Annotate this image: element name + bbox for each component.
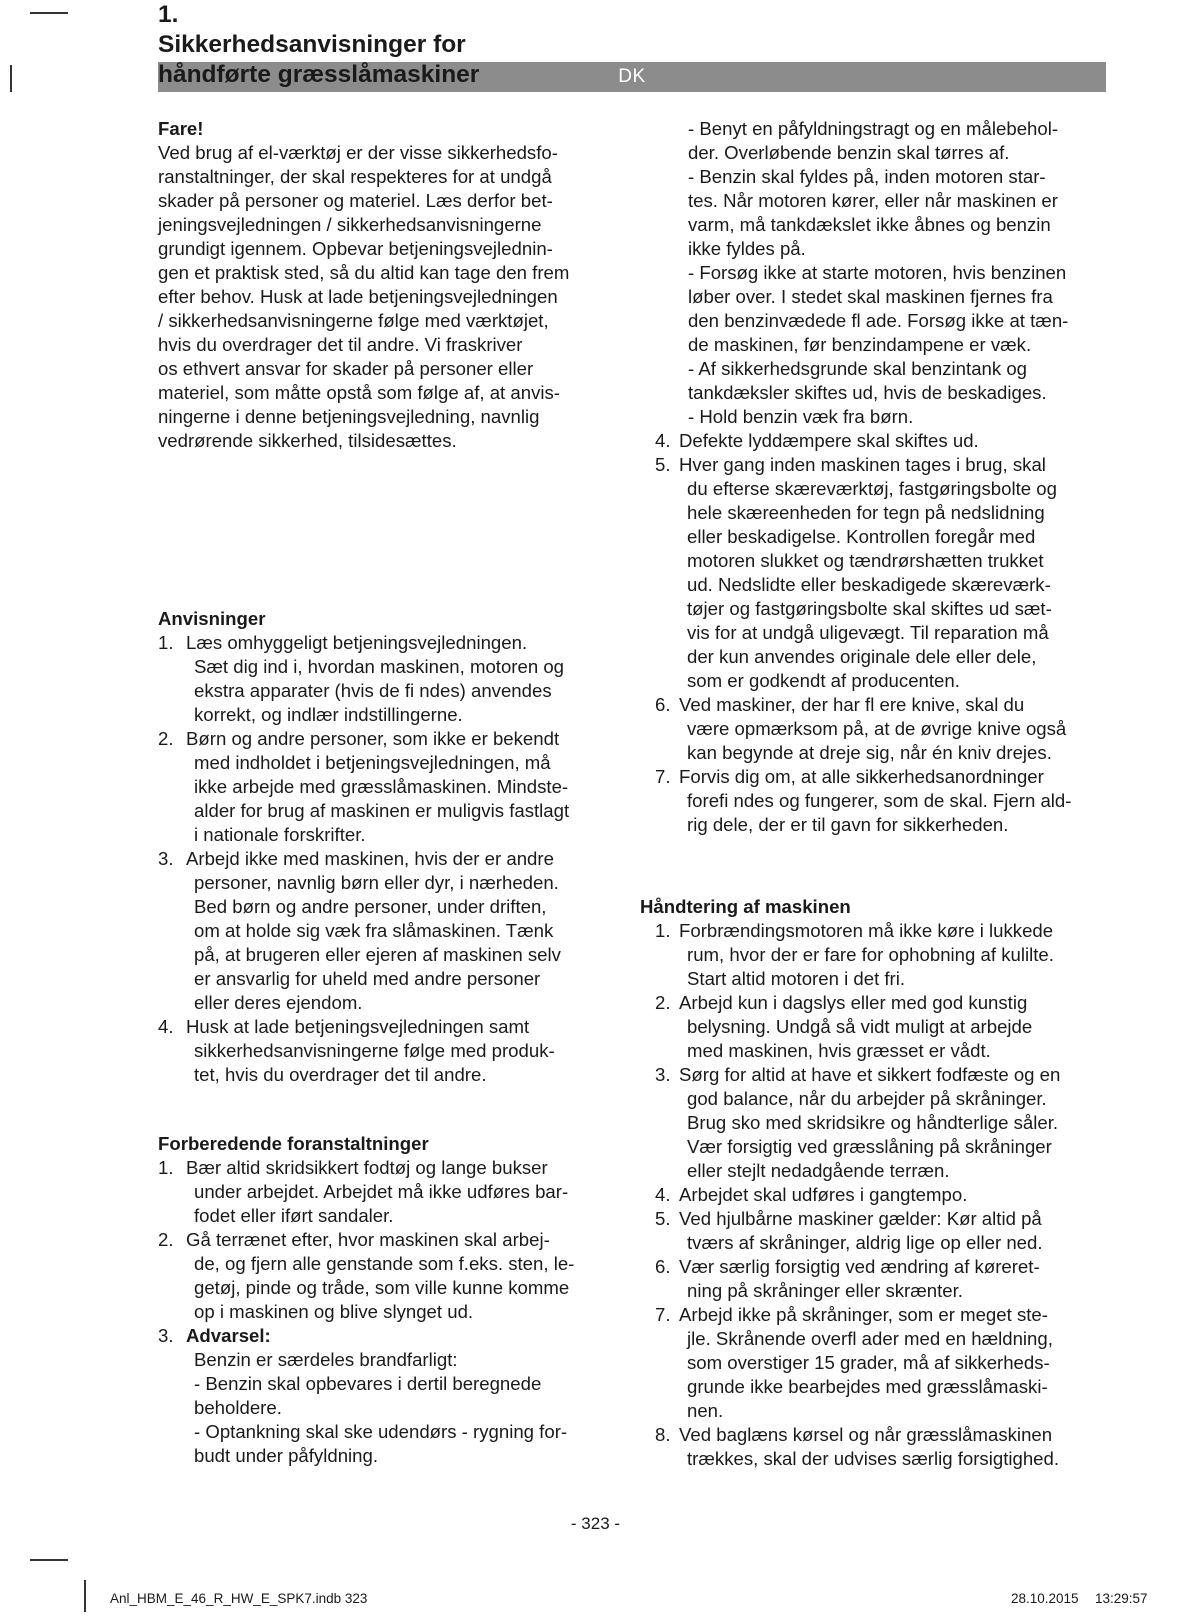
- handtering-heading: Håndtering af maskinen: [640, 896, 851, 917]
- list-item-line: Arbejd kun i dagslys eller med god kunstig: [679, 992, 1028, 1013]
- list-item-number: 1.: [158, 1157, 174, 1178]
- list-item-number: 7.: [655, 766, 671, 787]
- list-item-line: motoren slukket og tændrørshætten trukket: [687, 550, 1044, 571]
- list-item-line: i nationale forskrifter.: [194, 824, 366, 845]
- continued-line: der. Overløbende benzin skal tørres af.: [688, 142, 1010, 163]
- footer-filename: Anl_HBM_E_46_R_HW_E_SPK7.indb 323: [110, 1591, 368, 1606]
- list-item-line: Ved hjulbårne maskiner gælder: Kør altid på: [679, 1208, 1042, 1229]
- list-item-line: - Benzin skal opbevares i dertil beregnede: [194, 1373, 542, 1394]
- list-item-line: ud. Nedslidte eller beskadigede skæreværk-: [687, 574, 1051, 595]
- list-item-line: forefi ndes og fungerer, som de skal. Fjern ald-: [687, 790, 1072, 811]
- list-item-line: Børn og andre personer, som ikke er bekendt: [186, 728, 560, 749]
- list-item-line: under arbejdet. Arbejdet må ikke udføres bar-: [194, 1181, 569, 1202]
- forberedende-heading: Forberedende foranstaltninger: [158, 1133, 429, 1154]
- list-item-line: på, at brugeren eller ejeren af maskinen selv: [194, 944, 561, 965]
- list-item-number: 2.: [655, 992, 671, 1013]
- list-item-line: Vær særlig forsigtig ved ændring af køreret-: [679, 1256, 1040, 1277]
- list-item-line: ning på skråninger eller skrænter.: [687, 1280, 963, 1301]
- list-item-line: fodet eller iført sandaler.: [194, 1205, 394, 1226]
- list-item-number: 3.: [158, 848, 174, 869]
- list-item-number: 7.: [655, 1304, 671, 1325]
- list-item-line: jle. Skrånende overfl ader med en hældning,: [687, 1328, 1053, 1349]
- list-item-line: belysning. Undgå så vidt muligt at arbejde: [687, 1016, 1033, 1037]
- list-item-line: ikke arbejde med græsslåmaskinen. Mindste-: [194, 776, 569, 797]
- fare-text-line: hvis du overdrager det til andre. Vi fraskriver: [158, 334, 523, 355]
- list-item-line: om at holde sig væk fra slåmaskinen. Tænk: [194, 920, 554, 941]
- fare-text-line: Ved brug af el-værktøj er der visse sikkerhedsfo-: [158, 142, 558, 163]
- section-title-line1: Sikkerhedsanvisninger for: [158, 31, 466, 58]
- list-item-line: nen.: [687, 1400, 724, 1421]
- fare-text-line: materiel, som måtte opstå som følge af, at anvis-: [158, 382, 560, 403]
- list-item-line: op i maskinen og blive slynget ud.: [194, 1301, 474, 1322]
- list-item-line: Arbejd ikke på skråninger, som er meget ste-: [679, 1304, 1048, 1325]
- list-item-line: som overstiger 15 grader, må af sikkerheds-: [687, 1352, 1050, 1373]
- left-column: [158, 0, 618, 1466]
- continued-line: ikke fyldes på.: [688, 238, 806, 259]
- list-item-line: som er godkendt af producenten.: [687, 670, 960, 691]
- section-title-line2: håndførte græsslåmaskiner: [158, 61, 480, 88]
- list-item-line: Defekte lyddæmpere skal skiftes ud.: [679, 430, 979, 451]
- fare-text-line: grundigt igennem. Opbevar betjeningsvejlednin-: [158, 238, 553, 259]
- list-item-line: med maskinen, hvis græsset er vådt.: [687, 1040, 991, 1061]
- list-item-line: du efterse skæreværktøj, fastgøringsbolte og: [687, 478, 1057, 499]
- list-item-line: Husk at lade betjeningsvejledningen samt: [186, 1016, 530, 1037]
- list-item-line: god balance, når du arbejder på skråninger.: [687, 1088, 1047, 1109]
- list-item-line: alder for brug af maskinen er muligvis fastlagt: [194, 800, 570, 821]
- list-item-line: hele skæreenheden for tegn på nedslidning: [687, 502, 1045, 523]
- fare-text-line: vedrørende sikkerhed, tilsidesættes.: [158, 430, 457, 451]
- list-item-line: personer, navnlig børn eller dyr, i nærheden.: [194, 872, 559, 893]
- list-item-line: eller deres ejendom.: [194, 992, 363, 1013]
- continued-line: - Hold benzin væk fra børn.: [688, 406, 914, 427]
- list-item-line: ekstra apparater (hvis de fi ndes) anvendes: [194, 680, 552, 701]
- list-item-line: Forbrændingsmotoren må ikke køre i lukkede: [679, 920, 1054, 941]
- list-item-line: der kun anvendes originale dele eller dele,: [687, 646, 1037, 667]
- fare-text-line: jeningsvejledningen / sikkerhedsanvisningerne: [158, 214, 542, 235]
- list-item-number: 5.: [655, 1208, 671, 1229]
- list-item-line: vis for at undgå uligevægt. Til reparation må: [687, 622, 1049, 643]
- list-item-number: 4.: [655, 1184, 671, 1205]
- list-item-line: korrekt, og indlær indstillingerne.: [194, 704, 463, 725]
- list-item-line: rum, hvor der er fare for ophobning af kulilte.: [687, 944, 1054, 965]
- section-number: 1.: [158, 1, 179, 28]
- crop-mark-bottom-left: [30, 1559, 68, 1561]
- list-item-line: kan begynde at dreje sig, når én kniv drejes.: [687, 742, 1052, 763]
- fare-text-line: ningerne i denne betjeningsvejledning, navnlig: [158, 406, 540, 427]
- continued-line: den benzinvædede fl ade. Forsøg ikke at tæn-: [688, 310, 1069, 331]
- list-item-number: 4.: [158, 1016, 174, 1037]
- continued-line: - Forsøg ikke at starte motoren, hvis benzinen: [688, 262, 1067, 283]
- list-item-line: - Optankning skal ske udendørs - rygning for-: [194, 1421, 568, 1442]
- list-item-line: Start altid motoren i det fri.: [687, 968, 906, 989]
- list-item-number: 8.: [655, 1424, 671, 1445]
- list-item-line: beholdere.: [194, 1397, 282, 1418]
- crop-mark-top-left: [30, 12, 68, 14]
- list-item-line: Bed børn og andre personer, under driften,: [194, 896, 547, 917]
- list-item-line: grunde ikke bearbejdes med græsslåmaski-: [687, 1376, 1048, 1397]
- list-item-line: være opmærksom på, at de øvrige knive også: [687, 718, 1067, 739]
- list-item-number: 5.: [655, 454, 671, 475]
- crop-mark-bottom-vertical: [84, 1580, 86, 1612]
- list-item-number: 2.: [158, 728, 174, 749]
- list-item-line: tet, hvis du overdrager det til andre.: [194, 1064, 487, 1085]
- list-item-number: 6.: [655, 694, 671, 715]
- list-item-line: Forvis dig om, at alle sikkerhedsanordninger: [679, 766, 1044, 787]
- continued-line: - Benyt en påfyldningstragt og en målebehol-: [688, 118, 1059, 139]
- list-item-line: med indholdet i betjeningsvejledningen, må: [194, 752, 551, 773]
- fare-text-line: ranstaltninger, der skal respekteres for at undgå: [158, 166, 552, 187]
- list-item-number: 3.: [158, 1325, 174, 1346]
- list-item-line: de, og fjern alle genstande som f.eks. sten, le-: [194, 1253, 575, 1274]
- footer-time: 13:29:57: [1095, 1591, 1148, 1606]
- language-header-bar: DK: [158, 62, 1106, 92]
- list-item-number: 6.: [655, 1256, 671, 1277]
- list-item-number: 1.: [158, 632, 174, 653]
- continued-line: tes. Når motoren kører, eller når maskinen er: [688, 190, 1058, 211]
- list-item-line: tværs af skråninger, aldrig lige op eller ned.: [687, 1232, 1043, 1253]
- list-item-line: Advarsel:: [186, 1325, 271, 1346]
- fare-text-line: gen et praktisk sted, så du altid kan tage den frem: [158, 262, 570, 283]
- list-item-line: tøjer og fastgøringsbolte skal skiftes ud sæt-: [687, 598, 1052, 619]
- list-item-line: er ansvarlig for uheld med andre personer: [194, 968, 541, 989]
- continued-line: - Benzin skal fyldes på, inden motoren star-: [688, 166, 1046, 187]
- list-item-line: Vær forsigtig ved græsslåning på skråninger: [687, 1136, 1052, 1157]
- list-item-line: Ved maskiner, der har fl ere knive, skal du: [679, 694, 1025, 715]
- list-item-line: eller beskadigelse. Kontrollen foregår med: [687, 526, 1036, 547]
- footer-date: 28.10.2015: [1011, 1591, 1079, 1606]
- list-item-number: 2.: [158, 1229, 174, 1250]
- list-item-line: getøj, pinde og tråde, som ville kunne komme: [194, 1277, 570, 1298]
- list-item-line: sikkerhedsanvisningerne følge med produk-: [194, 1040, 555, 1061]
- continued-line: varm, må tankdækslet ikke åbnes og benzin: [688, 214, 1051, 235]
- list-item-line: Sæt dig ind i, hvordan maskinen, motoren og: [194, 656, 565, 677]
- list-item-line: Brug sko med skridsikre og håndterlige såler.: [687, 1112, 1059, 1133]
- list-item-number: 3.: [655, 1064, 671, 1085]
- list-item-line: Sørg for altid at have et sikkert fodfæste og en: [679, 1064, 1061, 1085]
- crop-mark-left-vertical: [10, 65, 12, 92]
- list-item-line: Benzin er særdeles brandfarligt:: [194, 1349, 458, 1370]
- list-item-line: Ved baglæns kørsel og når græsslåmaskinen: [679, 1424, 1053, 1445]
- fare-text-line: skader på personer og materiel. Læs derfor bet-: [158, 190, 553, 211]
- fare-text-line: / sikkerhedsanvisningerne følge med værktøjet,: [158, 310, 549, 331]
- fare-title: Fare!: [158, 118, 204, 139]
- page-number: - 323 -: [570, 1514, 621, 1533]
- list-item-line: eller stejlt nedadgående terræn.: [687, 1160, 950, 1181]
- list-item-line: Hver gang inden maskinen tages i brug, skal: [679, 454, 1046, 475]
- fare-text-line: efter behov. Husk at lade betjeningsvejledningen: [158, 286, 558, 307]
- continued-line: løber over. I stedet skal maskinen fjernes fra: [688, 286, 1053, 307]
- list-item-line: Gå terrænet efter, hvor maskinen skal arbej-: [186, 1229, 550, 1250]
- list-item-line: Læs omhyggeligt betjeningsvejledningen.: [186, 632, 528, 653]
- list-item-line: budt under påfyldning.: [194, 1445, 379, 1466]
- list-item-line: Bær altid skridsikkert fodtøj og lange bukser: [186, 1157, 548, 1178]
- list-item-line: trækkes, skal der udvises særlig forsigtighed.: [687, 1448, 1060, 1469]
- fare-text-line: os ethvert ansvar for skader på personer eller: [158, 358, 534, 379]
- list-item-number: 4.: [655, 430, 671, 451]
- continued-line: tankdæksler skiftes ud, hvis de beskadiges.: [688, 382, 1047, 403]
- list-item-line: rig dele, der er til gavn for sikkerheden.: [687, 814, 1009, 835]
- list-item-number: 1.: [655, 920, 671, 941]
- anvisninger-heading: Anvisninger: [158, 608, 266, 629]
- list-item-line: Arbejdet skal udføres i gangtempo.: [679, 1184, 968, 1205]
- continued-line: de maskinen, før benzindampene er væk.: [688, 334, 1032, 355]
- list-item-line: Arbejd ikke med maskinen, hvis der er andre: [186, 848, 554, 869]
- continued-line: - Af sikkerhedsgrunde skal benzintank og: [688, 358, 1028, 379]
